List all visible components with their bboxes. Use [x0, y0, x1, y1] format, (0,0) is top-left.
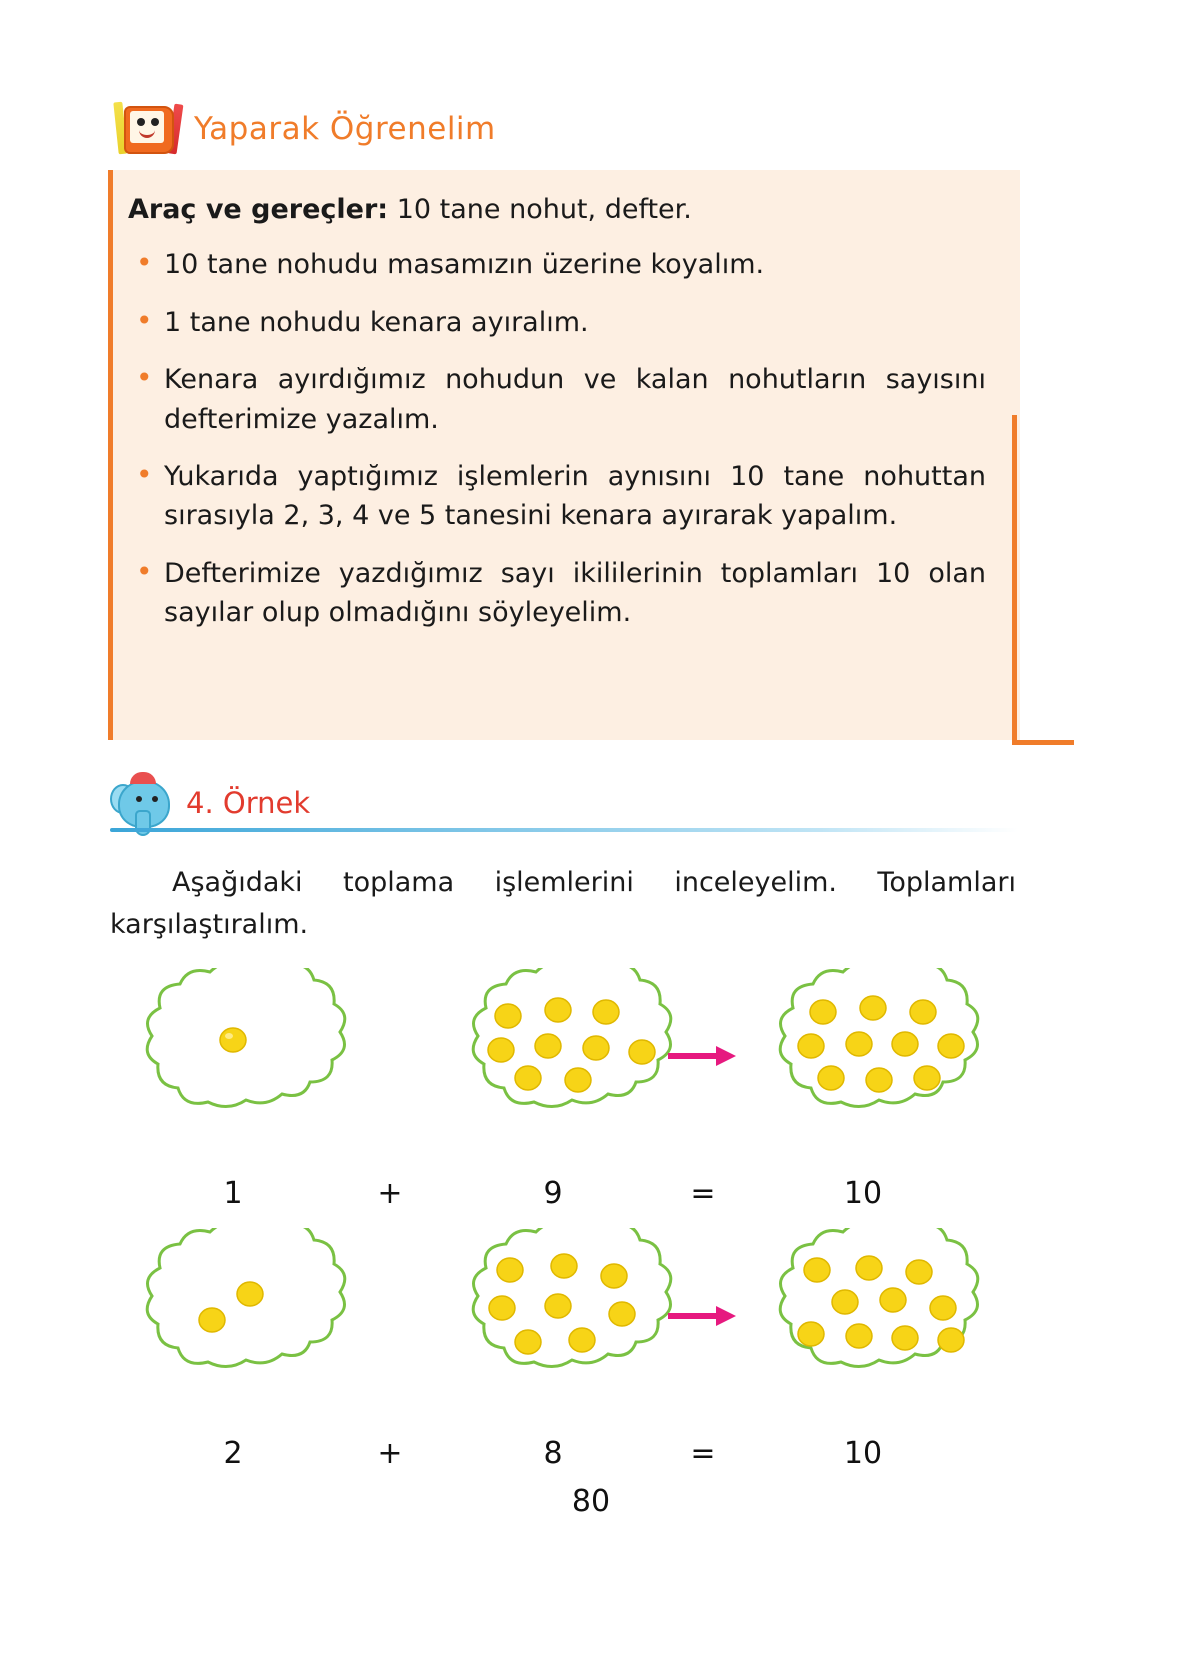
equals-sign: =: [690, 1436, 716, 1471]
page-number: 80: [571, 1484, 611, 1519]
activity-step-list: [128, 245, 1008, 632]
example-divider: [110, 828, 1018, 832]
list-item: • 10 tane nohudu masamızın üzerine koyalım.: [128, 245, 1008, 284]
elephant-mascot-icon: [108, 770, 178, 836]
list-item: • Defterimize yazdığımız sayı ikililerinin toplamları 10 olan sayılar olup olmadığını söyleyelim.: [128, 554, 1008, 633]
addend-right-label: 9: [543, 1176, 563, 1211]
addend-right-label: 8: [543, 1436, 563, 1471]
sum-label: 10: [843, 1176, 883, 1211]
figure-row: [108, 968, 1020, 1168]
tools-label: Araç ve gereçler:: [128, 194, 389, 225]
figure-labels-row-1: [108, 1176, 1020, 1220]
plus-sign: +: [377, 1176, 403, 1211]
figure-row: [108, 1228, 1020, 1428]
cloud-group-left-1: [120, 968, 380, 1118]
book-mascot-icon: [112, 98, 184, 160]
example-paragraph: Aşağıdaki toplama işlemlerini inceleyelim. Toplamları karşılaştıralım.: [110, 867, 1016, 940]
arrow-icon: [668, 1306, 738, 1326]
cloud-group-right-2: [446, 1228, 706, 1378]
figure-labels-row-2: [108, 1436, 1020, 1480]
equals-sign: =: [690, 1176, 716, 1211]
example-header: [108, 770, 310, 836]
addend-left-label: 2: [223, 1436, 243, 1471]
cloud-group-left-2: [120, 1228, 380, 1378]
activity-box-corner-vertical: [1012, 415, 1017, 745]
arrow-icon: [668, 1046, 738, 1066]
activity-content: [128, 190, 1008, 651]
pea: [220, 1028, 246, 1052]
example-title: 4. Örnek: [186, 786, 311, 820]
activity-box-corner-horizontal: [1012, 740, 1074, 745]
list-item: • 1 tane nohudu kenara ayıralım.: [128, 303, 1008, 342]
sum-label: 10: [843, 1436, 883, 1471]
activity-title: Yaparak Öğrenelim: [194, 111, 496, 147]
list-item: • Kenara ayırdığımız nohudun ve kalan nohutların sayısını defterimize yazalım.: [128, 360, 1008, 439]
list-item: • Yukarıda yaptığımız işlemlerin aynısını 10 tane nohuttan sırasıyla 2, 3, 4 ve 5 tanesini kenara ayırarak yapalım.: [128, 457, 1008, 536]
figure-area: [108, 968, 1020, 1480]
plus-sign: +: [377, 1436, 403, 1471]
tools-line: [128, 190, 1008, 229]
addend-left-label: 1: [223, 1176, 243, 1211]
cloud-group-total-1: [753, 968, 1013, 1118]
cloud-group-right-1: [446, 968, 706, 1118]
activity-header: [112, 98, 496, 160]
tools-value: 10 tane nohut, defter.: [396, 194, 692, 225]
cloud-group-total-2: [753, 1228, 1013, 1378]
